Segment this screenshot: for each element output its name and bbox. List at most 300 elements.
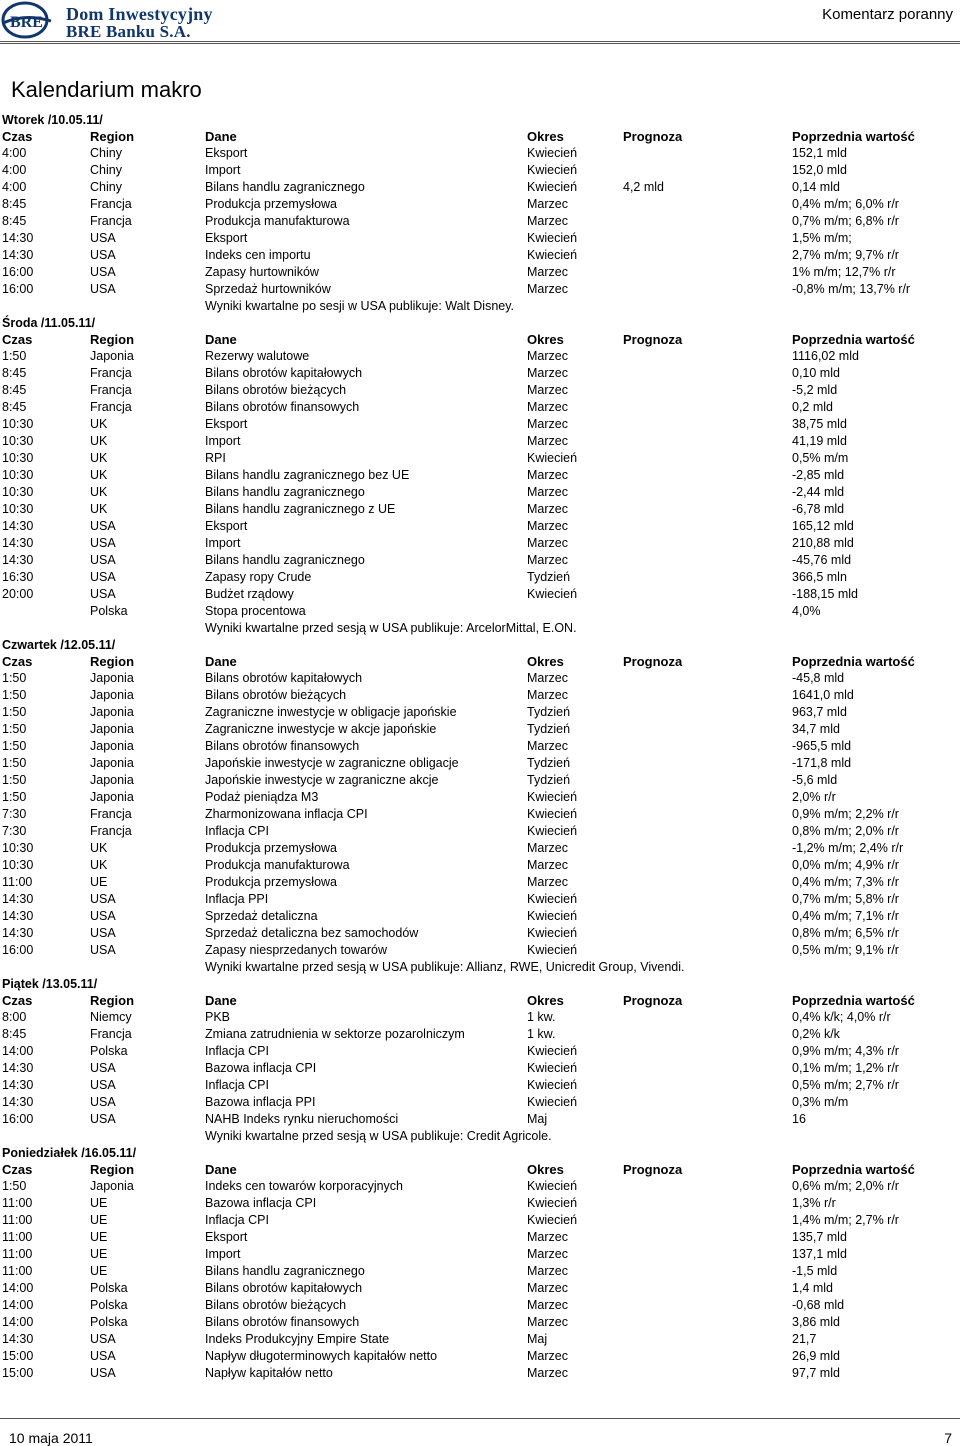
- cell-period: Tydzień: [527, 756, 571, 770]
- cell-time: 16:00: [2, 1112, 34, 1126]
- cell-data: Zmiana zatrudnienia w sektorze pozarolniczym: [205, 1027, 465, 1041]
- cell-data: Bilans obrotów kapitałowych: [205, 1281, 363, 1295]
- cell-previous: 0,4% k/k; 4,0% r/r: [792, 1010, 891, 1024]
- table-row: [0, 823, 960, 840]
- cell-data: Zagraniczne inwestycje w obligacje japońskie: [205, 705, 457, 719]
- column-header-period: Okres: [527, 654, 564, 669]
- cell-period: Marzec: [527, 671, 568, 685]
- cell-previous: 16: [792, 1112, 806, 1126]
- cell-period: Kwiecień: [527, 587, 578, 601]
- cell-data: Produkcja przemysłowa: [205, 875, 337, 889]
- cell-period: Marzec: [527, 858, 568, 872]
- cell-region: USA: [90, 1112, 116, 1126]
- cell-region: USA: [90, 1078, 116, 1092]
- cell-data: Bilans handlu zagranicznego: [205, 553, 365, 567]
- table-row: [0, 1111, 960, 1128]
- cell-region: USA: [90, 587, 116, 601]
- cell-time: 4:00: [2, 146, 27, 160]
- cell-region: Polska: [90, 1315, 128, 1329]
- table-row: [0, 891, 960, 908]
- cell-data: Zharmonizowana inflacja CPI: [205, 807, 368, 821]
- cell-data: Import: [205, 163, 241, 177]
- page-title: Kalendarium makro: [11, 77, 202, 102]
- earnings-note: Wyniki kwartalne przed sesją w USA publikuje: ArcelorMittal, E.ON.: [205, 621, 577, 635]
- brand-name-line-1: Dom Inwestycyjny: [66, 4, 213, 24]
- cell-time: 14:30: [2, 231, 34, 245]
- cell-region: Japonia: [90, 790, 134, 804]
- cell-period: Marzec: [527, 1349, 568, 1363]
- cell-region: UE: [90, 1213, 108, 1227]
- cell-period: Marzec: [527, 1366, 568, 1380]
- cell-data: Bilans handlu zagranicznego bez UE: [205, 468, 410, 482]
- table-row: [0, 518, 960, 535]
- cell-data: Produkcja przemysłowa: [205, 197, 337, 211]
- cell-period: Marzec: [527, 502, 568, 516]
- brand-name-line-2: BRE Banku S.A.: [66, 22, 191, 41]
- cell-region: USA: [90, 892, 116, 906]
- cell-time: 7:30: [2, 807, 27, 821]
- table-row: [0, 586, 960, 603]
- cell-previous: 4,0%: [792, 604, 821, 618]
- cell-previous: -0,68 mld: [792, 1298, 845, 1312]
- cell-data: Bazowa inflacja CPI: [205, 1196, 317, 1210]
- table-row: [0, 348, 960, 365]
- cell-region: UE: [90, 1247, 108, 1261]
- cell-period: Kwiecień: [527, 1078, 578, 1092]
- cell-time: 7:30: [2, 824, 27, 838]
- cell-previous: 0,9% m/m; 4,3% r/r: [792, 1044, 899, 1058]
- cell-data: Inflacja PPI: [205, 892, 269, 906]
- cell-time: 10:30: [2, 468, 34, 482]
- table-row: [0, 1229, 960, 1246]
- table-row: [0, 942, 960, 959]
- cell-time: 1:50: [2, 671, 27, 685]
- cell-region: Francja: [90, 214, 132, 228]
- cell-region: Francja: [90, 1027, 132, 1041]
- cell-previous: -0,8% m/m; 13,7% r/r: [792, 282, 911, 296]
- cell-previous: 0,0% m/m; 4,9% r/r: [792, 858, 899, 872]
- table-row: [0, 162, 960, 179]
- cell-region: USA: [90, 231, 116, 245]
- column-header-row: [0, 1161, 960, 1178]
- cell-period: Marzec: [527, 739, 568, 753]
- cell-previous: 3,86 mld: [792, 1315, 840, 1329]
- cell-time: 11:00: [2, 1264, 33, 1278]
- cell-time: 14:00: [2, 1044, 34, 1058]
- cell-period: Kwiecień: [527, 926, 578, 940]
- column-header-data: Dane: [205, 654, 237, 669]
- cell-time: 8:00: [2, 1010, 27, 1024]
- cell-data: Zapasy niesprzedanych towarów: [205, 943, 388, 957]
- table-row: [0, 382, 960, 399]
- cell-previous: 0,8% m/m; 6,5% r/r: [792, 926, 899, 940]
- cell-region: Japonia: [90, 773, 134, 787]
- column-header-data: Dane: [205, 1162, 237, 1177]
- table-row: [0, 399, 960, 416]
- column-header-region: Region: [90, 654, 135, 669]
- table-row: [0, 789, 960, 806]
- cell-time: 16:00: [2, 282, 34, 296]
- cell-time: 14:30: [2, 892, 34, 906]
- cell-time: 8:45: [2, 400, 27, 414]
- macro-calendar: [0, 112, 960, 1382]
- cell-data: Bilans handlu zagranicznego: [205, 485, 365, 499]
- table-row: [0, 501, 960, 518]
- cell-region: USA: [90, 1095, 116, 1109]
- cell-region: Japonia: [90, 722, 134, 736]
- cell-time: 14:00: [2, 1298, 34, 1312]
- column-header-row: [0, 992, 960, 1009]
- column-header-row: [0, 653, 960, 670]
- cell-region: UK: [90, 485, 108, 499]
- cell-data: Indeks cen towarów korporacyjnych: [205, 1179, 404, 1193]
- cell-time: 8:45: [2, 1027, 27, 1041]
- cell-data: Sprzedaż detaliczna bez samochodów: [205, 926, 419, 940]
- cell-period: Marzec: [527, 214, 568, 228]
- cell-previous: -2,85 mld: [792, 468, 845, 482]
- day-heading: Poniedziałek /16.05.11/: [2, 1146, 137, 1160]
- cell-region: USA: [90, 248, 116, 262]
- cell-data: Eksport: [205, 231, 248, 245]
- table-row: [0, 213, 960, 230]
- cell-time: 1:50: [2, 739, 27, 753]
- cell-region: Francja: [90, 400, 132, 414]
- cell-period: Marzec: [527, 1298, 568, 1312]
- table-row: [0, 281, 960, 298]
- column-header-previous: Poprzednia wartość: [792, 332, 915, 347]
- table-row: [0, 603, 960, 620]
- cell-region: UK: [90, 468, 108, 482]
- cell-data: Produkcja przemysłowa: [205, 841, 337, 855]
- cell-time: 14:30: [2, 1078, 34, 1092]
- cell-time: 14:00: [2, 1281, 34, 1295]
- cell-region: USA: [90, 553, 116, 567]
- cell-previous: 0,7% m/m; 5,8% r/r: [792, 892, 899, 906]
- cell-region: Polska: [90, 1044, 128, 1058]
- cell-period: Kwiecień: [527, 909, 578, 923]
- header-divider-bottom: [0, 43, 960, 44]
- cell-previous: -5,6 mld: [792, 773, 838, 787]
- earnings-note: Wyniki kwartalne przed sesją w USA publikuje: Credit Agricole.: [205, 1129, 552, 1143]
- cell-region: UE: [90, 1264, 108, 1278]
- column-header-time: Czas: [2, 1162, 33, 1177]
- table-row: [0, 1280, 960, 1297]
- cell-previous: 0,2 mld: [792, 400, 833, 414]
- cell-region: USA: [90, 1366, 116, 1380]
- cell-time: 14:30: [2, 1061, 34, 1075]
- table-row: [0, 1263, 960, 1280]
- cell-time: 8:45: [2, 214, 27, 228]
- cell-data: Indeks cen importu: [205, 248, 311, 262]
- column-header-data: Dane: [205, 129, 237, 144]
- cell-data: Produkcja manufakturowa: [205, 214, 350, 228]
- cell-region: UK: [90, 502, 108, 516]
- cell-time: 1:50: [2, 722, 27, 736]
- cell-data: Bilans handlu zagranicznego: [205, 180, 365, 194]
- table-row: [0, 1060, 960, 1077]
- cell-period: Kwiecień: [527, 1095, 578, 1109]
- cell-previous: 0,5% m/m; 2,7% r/r: [792, 1078, 899, 1092]
- column-header-data: Dane: [205, 332, 237, 347]
- cell-period: Kwiecień: [527, 1179, 578, 1193]
- cell-time: 11:00: [2, 875, 33, 889]
- cell-period: Tydzień: [527, 773, 571, 787]
- table-row: [0, 1212, 960, 1229]
- cell-data: Import: [205, 434, 241, 448]
- cell-previous: 366,5 mln: [792, 570, 847, 584]
- cell-region: Francja: [90, 197, 132, 211]
- cell-previous: 137,1 mld: [792, 1247, 847, 1261]
- column-header-time: Czas: [2, 129, 33, 144]
- cell-previous: -171,8 mld: [792, 756, 852, 770]
- cell-period: Tydzień: [527, 570, 571, 584]
- cell-previous: -5,2 mld: [792, 383, 838, 397]
- cell-region: UK: [90, 841, 108, 855]
- table-row: [0, 721, 960, 738]
- cell-previous: 34,7 mld: [792, 722, 840, 736]
- cell-period: Marzec: [527, 553, 568, 567]
- page-number: 7: [944, 1430, 952, 1446]
- cell-region: Francja: [90, 383, 132, 397]
- cell-period: Marzec: [527, 875, 568, 889]
- table-row: [0, 1348, 960, 1365]
- cell-time: 11:00: [2, 1196, 33, 1210]
- cell-region: UE: [90, 1196, 108, 1210]
- cell-period: Tydzień: [527, 722, 571, 736]
- cell-previous: 1,3% r/r: [792, 1196, 836, 1210]
- column-header-time: Czas: [2, 654, 33, 669]
- logo-text: BRE: [10, 14, 43, 31]
- column-header-period: Okres: [527, 993, 564, 1008]
- table-row: [0, 772, 960, 789]
- cell-previous: 0,4% m/m; 6,0% r/r: [792, 197, 899, 211]
- table-row: [0, 1077, 960, 1094]
- cell-previous: 1,4% m/m; 2,7% r/r: [792, 1213, 899, 1227]
- cell-data: Bilans obrotów bieżących: [205, 688, 347, 702]
- cell-time: 15:00: [2, 1349, 34, 1363]
- cell-previous: 41,19 mld: [792, 434, 847, 448]
- cell-data: Bilans obrotów kapitałowych: [205, 671, 363, 685]
- cell-time: 14:30: [2, 519, 34, 533]
- column-header-row: [0, 331, 960, 348]
- cell-region: USA: [90, 570, 116, 584]
- cell-previous: 0,5% m/m: [792, 451, 849, 465]
- cell-period: Marzec: [527, 485, 568, 499]
- cell-time: 1:50: [2, 756, 27, 770]
- cell-previous: -1,2% m/m; 2,4% r/r: [792, 841, 904, 855]
- cell-data: Zapasy ropy Crude: [205, 570, 312, 584]
- cell-region: Japonia: [90, 1179, 134, 1193]
- cell-previous: 2,0% r/r: [792, 790, 836, 804]
- cell-period: Maj: [527, 1332, 548, 1346]
- footer-divider: [0, 1418, 960, 1419]
- column-header-region: Region: [90, 332, 135, 347]
- table-row: [0, 925, 960, 942]
- column-header-forecast: Prognoza: [623, 654, 683, 669]
- table-row: [0, 874, 960, 891]
- cell-region: Chiny: [90, 180, 122, 194]
- table-row: [0, 569, 960, 586]
- cell-data: Budżet rządowy: [205, 587, 294, 601]
- table-row: [0, 433, 960, 450]
- cell-region: Francja: [90, 366, 132, 380]
- cell-time: 10:30: [2, 485, 34, 499]
- cell-previous: -45,8 mld: [792, 671, 845, 685]
- cell-previous: 0,14 mld: [792, 180, 840, 194]
- cell-region: Japonia: [90, 688, 134, 702]
- cell-previous: 1,4 mld: [792, 1281, 833, 1295]
- cell-region: UK: [90, 417, 108, 431]
- cell-previous: 1116,02 mld: [792, 349, 859, 363]
- cell-data: Eksport: [205, 417, 248, 431]
- table-row: [0, 1094, 960, 1111]
- cell-time: 14:30: [2, 553, 34, 567]
- cell-previous: 21,7: [792, 1332, 817, 1346]
- cell-previous: 0,3% m/m: [792, 1095, 849, 1109]
- cell-time: 8:45: [2, 366, 27, 380]
- table-row: [0, 1331, 960, 1348]
- cell-previous: -6,78 mld: [792, 502, 845, 516]
- column-header-period: Okres: [527, 332, 564, 347]
- table-row: [0, 535, 960, 552]
- cell-previous: 38,75 mld: [792, 417, 847, 431]
- cell-previous: -1,5 mld: [792, 1264, 838, 1278]
- cell-period: Tydzień: [527, 705, 571, 719]
- cell-period: Kwiecień: [527, 1061, 578, 1075]
- column-header-region: Region: [90, 993, 135, 1008]
- table-row: [0, 264, 960, 281]
- cell-data: RPI: [205, 451, 226, 465]
- cell-period: Marzec: [527, 1247, 568, 1261]
- cell-region: Japonia: [90, 756, 134, 770]
- cell-previous: 0,2% k/k: [792, 1027, 840, 1041]
- column-header-forecast: Prognoza: [623, 993, 683, 1008]
- column-header-time: Czas: [2, 332, 33, 347]
- footer-date: 10 maja 2011: [9, 1430, 93, 1446]
- cell-previous: 0,9% m/m; 2,2% r/r: [792, 807, 899, 821]
- column-header-forecast: Prognoza: [623, 129, 683, 144]
- column-header-data: Dane: [205, 993, 237, 1008]
- table-row: [0, 1246, 960, 1263]
- cell-previous: 0,8% m/m; 2,0% r/r: [792, 824, 899, 838]
- cell-previous: 2,7% m/m; 9,7% r/r: [792, 248, 899, 262]
- cell-data: Import: [205, 536, 241, 550]
- cell-region: Japonia: [90, 349, 134, 363]
- header-divider-top: [0, 41, 960, 42]
- cell-data: Napływ długoterminowych kapitałów netto: [205, 1349, 438, 1363]
- cell-period: Marzec: [527, 688, 568, 702]
- cell-previous: -45,76 mld: [792, 553, 852, 567]
- cell-previous: 0,7% m/m; 6,8% r/r: [792, 214, 899, 228]
- cell-period: 1 kw.: [527, 1027, 556, 1041]
- cell-region: USA: [90, 1332, 116, 1346]
- day-heading: Środa /11.05.11/: [2, 316, 96, 330]
- column-header-forecast: Prognoza: [623, 332, 683, 347]
- cell-data: Napływ kapitałów netto: [205, 1366, 333, 1380]
- cell-region: USA: [90, 265, 116, 279]
- cell-period: Kwiecień: [527, 248, 578, 262]
- cell-time: 16:00: [2, 265, 34, 279]
- cell-data: Bilans obrotów finansowych: [205, 1315, 360, 1329]
- table-row: [0, 670, 960, 687]
- cell-period: Marzec: [527, 468, 568, 482]
- table-row: [0, 196, 960, 213]
- cell-period: Marzec: [527, 282, 568, 296]
- column-header-forecast: Prognoza: [623, 1162, 683, 1177]
- table-row: [0, 1297, 960, 1314]
- cell-period: Marzec: [527, 519, 568, 533]
- cell-data: Sprzedaż hurtowników: [205, 282, 331, 296]
- column-header-time: Czas: [2, 993, 33, 1008]
- cell-data: Zagraniczne inwestycje w akcje japońskie: [205, 722, 437, 736]
- day-heading: Piątek /13.05.11/: [2, 977, 98, 991]
- cell-period: Marzec: [527, 841, 568, 855]
- cell-previous: 1641,0 mld: [792, 688, 854, 702]
- table-row: [0, 1009, 960, 1026]
- cell-period: Marzec: [527, 1264, 568, 1278]
- column-header-row: [0, 128, 960, 145]
- cell-region: USA: [90, 943, 116, 957]
- cell-region: Niemcy: [90, 1010, 132, 1024]
- cell-data: Podaż pieniądza M3: [205, 790, 319, 804]
- cell-period: Marzec: [527, 1230, 568, 1244]
- cell-previous: 0,10 mld: [792, 366, 840, 380]
- cell-period: Marzec: [527, 434, 568, 448]
- cell-previous: 165,12 mld: [792, 519, 854, 533]
- table-row: [0, 484, 960, 501]
- cell-data: Inflacja CPI: [205, 1044, 269, 1058]
- cell-period: Kwiecień: [527, 163, 578, 177]
- cell-time: 10:30: [2, 841, 34, 855]
- cell-data: Zapasy hurtowników: [205, 265, 319, 279]
- cell-period: Marzec: [527, 1315, 568, 1329]
- cell-time: 16:00: [2, 943, 34, 957]
- cell-region: UK: [90, 451, 108, 465]
- cell-data: Bilans handlu zagranicznego z UE: [205, 502, 396, 516]
- cell-period: Kwiecień: [527, 146, 578, 160]
- cell-region: USA: [90, 536, 116, 550]
- table-row: [0, 1195, 960, 1212]
- cell-region: UK: [90, 434, 108, 448]
- column-header-region: Region: [90, 1162, 135, 1177]
- cell-data: Eksport: [205, 146, 248, 160]
- cell-data: Stopa procentowa: [205, 604, 306, 618]
- cell-time: 1:50: [2, 773, 27, 787]
- cell-data: Japońskie inwestycje w zagraniczne akcje: [205, 773, 439, 787]
- table-row: [0, 365, 960, 382]
- cell-previous: 963,7 mld: [792, 705, 847, 719]
- cell-period: Kwiecień: [527, 943, 578, 957]
- column-header-previous: Poprzednia wartość: [792, 129, 915, 144]
- cell-time: 14:00: [2, 1315, 34, 1329]
- cell-data: Sprzedaż detaliczna: [205, 909, 318, 923]
- cell-region: UE: [90, 1230, 108, 1244]
- cell-time: 11:00: [2, 1247, 33, 1261]
- cell-time: 4:00: [2, 163, 27, 177]
- cell-time: 10:30: [2, 858, 34, 872]
- cell-previous: -2,44 mld: [792, 485, 845, 499]
- cell-data: Bilans obrotów finansowych: [205, 400, 360, 414]
- cell-data: Produkcja manufakturowa: [205, 858, 350, 872]
- cell-data: Eksport: [205, 1230, 248, 1244]
- cell-region: Francja: [90, 807, 132, 821]
- cell-region: Polska: [90, 604, 128, 618]
- column-header-previous: Poprzednia wartość: [792, 1162, 915, 1177]
- cell-period: Kwiecień: [527, 824, 578, 838]
- cell-period: Kwiecień: [527, 451, 578, 465]
- cell-data: Bazowa inflacja PPI: [205, 1095, 316, 1109]
- column-header-period: Okres: [527, 1162, 564, 1177]
